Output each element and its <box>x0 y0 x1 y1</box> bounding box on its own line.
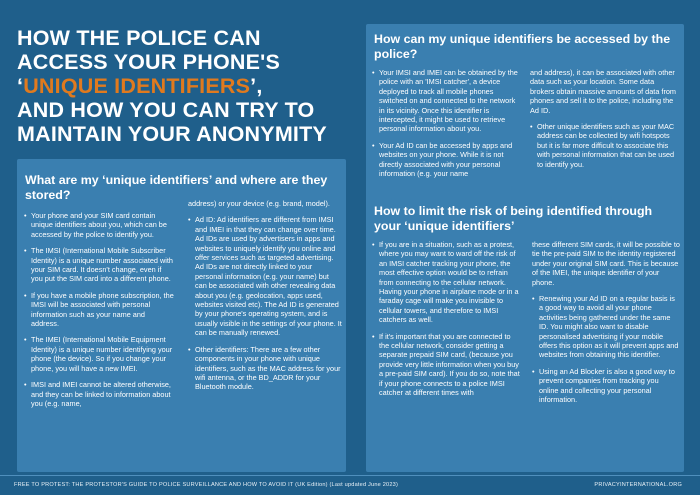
panel-access-col-1 <box>372 68 526 185</box>
bullet-item: • If you have a mobile phone subscription, the IMSI will be associated with personal information such as your name and address. <box>24 291 174 329</box>
panel-limit-col2-continuation: these different SIM cards, it will be possible to tie the pre-paid SIM to the identity registered under your original SIM card. This is because of the IMEI, the unique identifier of your phone. <box>532 240 680 287</box>
panel-access-col-2 <box>526 68 680 185</box>
title-quote-open: ‘ <box>17 74 24 98</box>
panel-access-columns <box>372 68 680 185</box>
bullet-item: • IMSI and IMEI cannot be altered otherwise, and they can be linked to information about you (e.g. name, <box>24 380 174 408</box>
panel-what-col2-continuation: address) or your device (e.g. brand, model). <box>188 199 330 208</box>
bullet-item: • The IMEI (International Mobile Equipment Identity) is a unique number identifying your phone (the device). So if you change your phone, you will have a new IMEI. <box>24 335 174 373</box>
title-quote-close: ’, <box>250 74 263 98</box>
panel-limit-risk <box>366 196 684 472</box>
title-line-1: HOW THE POLICE CAN <box>17 26 261 50</box>
bullet-item: • Your Ad ID can be accessed by apps and websites on your phone. While it is not directly associated with your personal information (e.g. your name <box>372 141 518 179</box>
title-line-2: ACCESS YOUR PHONE'S <box>17 50 280 74</box>
bullet-item: • Other identifiers: There are a few other components in your phone with unique identifiers, such as the MAC address for your wifi antenna, or the BD_ADDR for your Bluetooth module. <box>188 345 342 392</box>
panel-what-col-2 <box>182 199 342 415</box>
bullet-item: • Using an Ad Blocker is also a good way to prevent companies from tracking you online and collecting your personal information. <box>532 367 680 405</box>
panel-access-col2-continuation: and address), it can be associated with other data such as your location. Some data brokers obtain massive amounts of data from phones and sell it to the police, including the Ad ID. <box>530 68 677 115</box>
panel-access-title: How can my unique identifiers be accessed by the police? <box>374 32 671 61</box>
panel-what-columns <box>24 199 342 415</box>
title-line-4: AND HOW YOU CAN TRY TO <box>17 98 315 122</box>
title-accent: UNIQUE IDENTIFIERS <box>23 74 251 98</box>
panel-what-col-1 <box>24 211 182 415</box>
panel-what-are-identifiers <box>17 159 346 472</box>
panel-limit-columns <box>372 240 680 412</box>
bullet-item: • Other unique identifiers such as your MAC address can be collected by wifi hotspots but it is far more difficult to associate this with personal information that can be used to identify you. <box>530 122 680 169</box>
bullet-item: • If you are in a situation, such as a protest, where you may want to ward off the risk of an IMSI catcher tracking your phone, the most effective option would be to refrain from connecting to the cellular network. Having your phone in airplane mode or in a faraday cage will make you invisible to cellular towers, and therefore to IMSI catchers as well. <box>372 240 522 325</box>
panel-limit-title: How to limit the risk of being identified through your ‘unique identifiers’ <box>374 204 653 233</box>
footer-publication: FREE TO PROTEST: THE PROTESTOR'S GUIDE TO POLICE SURVEILLANCE AND HOW TO AVOID IT (UK Edition) (Last updated June 2023) <box>14 482 399 488</box>
bullet-item: • Renewing your Ad ID on a regular basis is a good way to avoid all your phone activities being gathered under the same ID. You might also want to disable personalised advertising if your mobile offers this option as it will prevent apps and websites from obtaining this identifier. <box>532 294 680 360</box>
panel-limit-col-1 <box>372 240 530 412</box>
main-title <box>17 26 347 146</box>
footer <box>0 475 700 495</box>
panel-what-title: What are my ‘unique identifiers’ and where are they stored? <box>25 173 328 202</box>
bullet-item: • Your phone and your SIM card contain unique identifiers about you, which can be accessed by the police to identify you. <box>24 211 174 239</box>
bullet-item: • Ad ID: Ad identifiers are different from IMSI and IMEI in that they can change over time. Ad IDs are used by advertisers in apps and websites to uniquely identify you online and offer services such as targeted advertising. Ad IDs are not directly linked to your personal information (e.g. your name) but can be associated with other revealing data about you (e.g. geolocation, apps used, websites visited etc). The Ad ID is generated by your phone's operating system, and is usually visible in the settings of your phone. It can be manually renewed. <box>188 215 342 337</box>
bullet-item: • The IMSI (International Mobile Subscriber Identity) is a unique number associated with your SIM card. It doesn't change, even if you put the SIM card into a different phone. <box>24 246 174 284</box>
bullet-item: • Your IMSI and IMEI can be obtained by the police with an 'IMSI catcher', a device deployed to track all mobile phones switched on and connected to the network in its vicinity. Once this identifier is intercepted, it might be used to retrieve personal information about you. <box>372 68 518 134</box>
panel-limit-col-2 <box>530 240 680 412</box>
title-line-3 <box>17 74 347 98</box>
footer-website-link[interactable]: PRIVACYINTERNATIONAL.ORG <box>594 482 682 488</box>
bullet-item: • If it's important that you are connected to the cellular network, consider getting a separate prepaid SIM card, (because you provide very little information when you buy a pre-paid SIM card). If you do so, note that if your phone connects to a police IMSI catcher at different times with <box>372 332 522 398</box>
title-line-5: MAINTAIN YOUR ANONYMITY <box>17 122 327 146</box>
